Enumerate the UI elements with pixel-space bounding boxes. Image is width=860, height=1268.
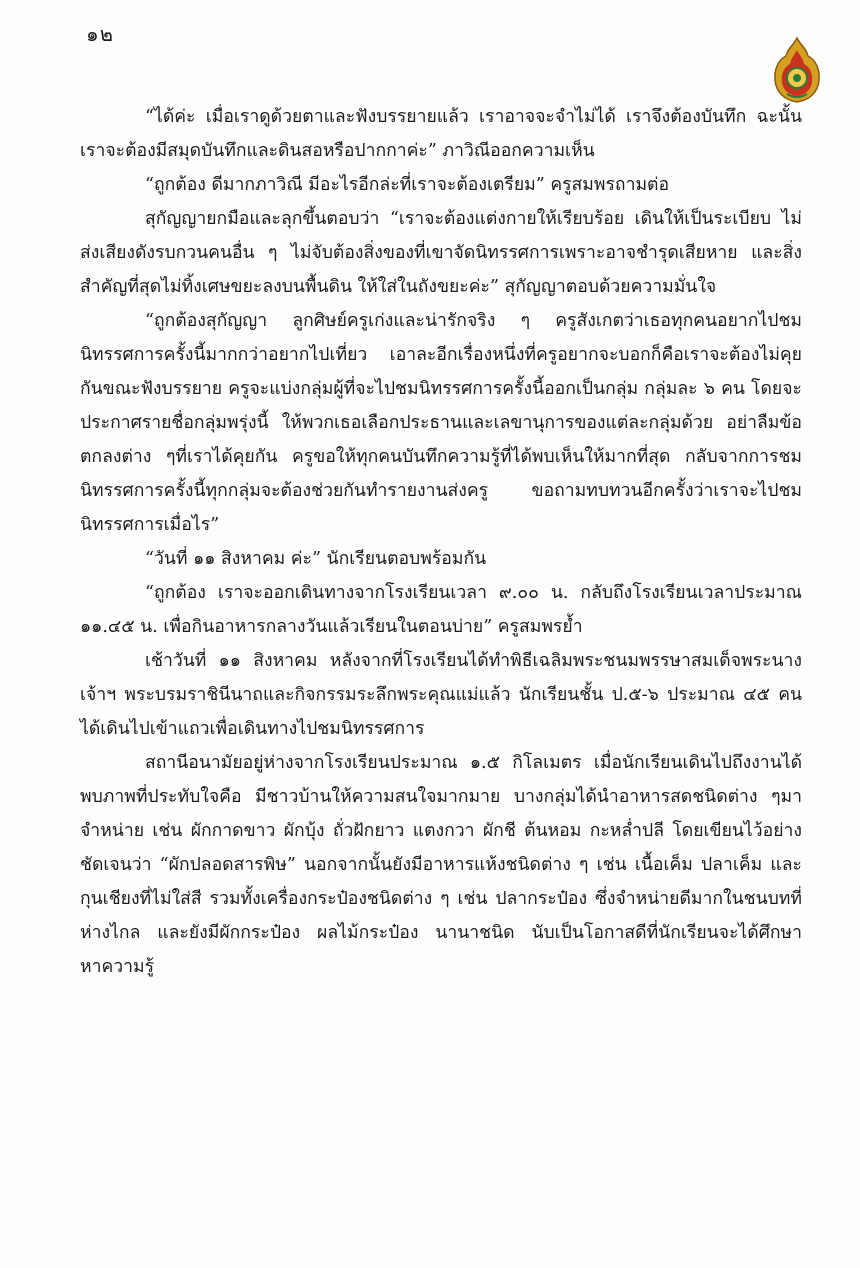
paragraph: “ถูกต้อง ดีมากภาวิณี มีอะไรอีกล่ะที่เราจะต้องเตรียม” ครูสมพรถามต่อ	[145, 175, 670, 195]
paragraph: “ถูกต้องสุกัญญา ลูกศิษย์ครูเก่งและน่ารักจริง ๆ ครูสังเกตว่าเธอทุกคนอยากไปชมนิทรรศการครั้งนี้มากกว่าอยากไปเที่ยว เอาละอีกเรื่องหนึ่งที่ครูอยากจะบอกก็คือเราจะต้องไม่คุยกันขณะฟังบรรยาย ครูจะแบ่งกลุ่มผู้ที่จะไปชมนิทรรศการครั้งนี้ออกเป็นกลุ่ม กลุ่มละ ๖ คน โดยจะประกาศรายชื่อกลุ่มพรุ่งนี้ ให้พวกเธอเลือกประธานและเลขานุการของแต่ละกลุ่มด้วย อย่าลืมข้อตกลงต่าง ๆที่เราได้คุยกัน ครูขอให้ทุกคนบันทึกความรู้ที่ได้พบเห็นให้มากที่สุด กลับจากการชมนิทรรศการครั้งนี้ทุกกลุ่มจะต้องช่วยกันทำรายงานส่งครู ขอถามทบทวนอีกครั้งว่าเราจะไปชมนิทรรศการเมื่อไร”	[80, 311, 802, 535]
paragraph: สุกัญญายกมือและลุกขึ้นตอบว่า “เราจะต้องแต่งกายให้เรียบร้อย เดินให้เป็นระเบียบ ไม่ส่งเสียงดังรบกวนคนอื่น ๆ ไม่จับต้องสิ่งของที่เขาจัดนิทรรศการเพราะอาจชำรุดเสียหาย และสิ่งสำคัญที่สุดไม่ทิ้งเศษขยะลงบนพื้นดิน ให้ใส่ในถังขยะค่ะ” สุกัญญาตอบด้วยความมั่นใจ	[80, 209, 802, 297]
paragraph: “วันที่ ๑๑ สิงหาคม ค่ะ” นักเรียนตอบพร้อมกัน	[145, 549, 487, 569]
page-number: ๑๒	[86, 22, 114, 46]
school-emblem-icon	[772, 36, 822, 104]
paragraph: “ได้ค่ะ เมื่อเราดูด้วยตาและฟังบรรยายแล้ว เราอาจจะจำไม่ได้ เราจึงต้องบันทึก ฉะนั้นเราจะต้องมีสมุดบันทึกและดินสอหรือปากกาค่ะ” ภาวิณีออกความเห็น	[80, 107, 802, 161]
paragraph: สถานีอนามัยอยู่ห่างจากโรงเรียนประมาณ ๑.๕ กิโลเมตร เมื่อนักเรียนเดินไปถึงงานได้พบภาพที่ประทับใจคือ มีชาวบ้านให้ความสนใจมากมาย บางกลุ่มได้นำอาหารสดชนิดต่าง ๆมาจำหน่าย เช่น ผักกาดขาว ผักบุ้ง ถั่วฝักยาว แตงกวา ผักชี ต้นหอม กะหล่ำปลี โดยเขียนไว้อย่างชัดเจนว่า “ผักปลอดสารพิษ” นอกจากนั้นยังมีอาหารแห้งชนิดต่าง ๆ เช่น เนื้อเค็ม ปลาเค็ม และกุนเชียงที่ไม่ใส่สี รวมทั้งเครื่องกระป๋องชนิดต่าง ๆ เช่น ปลากระป๋อง ซึ่งจำหน่ายดีมากในชนบทที่ห่างไกล และยังมีผักกระป๋อง ผลไม้กระป๋อง นานาชนิด นับเป็นโอกาสดีที่นักเรียนจะได้ศึกษาหาความรู้	[80, 753, 802, 977]
paragraph: “ถูกต้อง เราจะออกเดินทางจากโรงเรียนเวลา ๙.๐๐ น. กลับถึงโรงเรียนเวลาประมาณ ๑๑.๔๕ น. เพื่อกินอาหารกลางวันแล้วเรียนในตอนบ่าย” ครูสมพรย้ำ	[80, 583, 802, 637]
paragraph: เช้าวันที่ ๑๑ สิงหาคม หลังจากที่โรงเรียนได้ทำพิธีเฉลิมพระชนมพรรษาสมเด็จพระนางเจ้าฯ พระบรมราชินีนาถและกิจกรรมระลึกพระคุณแม่แล้ว นักเรียนชั้น ป.๕-๖ ประมาณ ๔๕ คน ได้เดินไปเข้าแถวเพื่อเดินทางไปชมนิทรรศการ	[80, 651, 802, 739]
body-text	[80, 100, 802, 984]
